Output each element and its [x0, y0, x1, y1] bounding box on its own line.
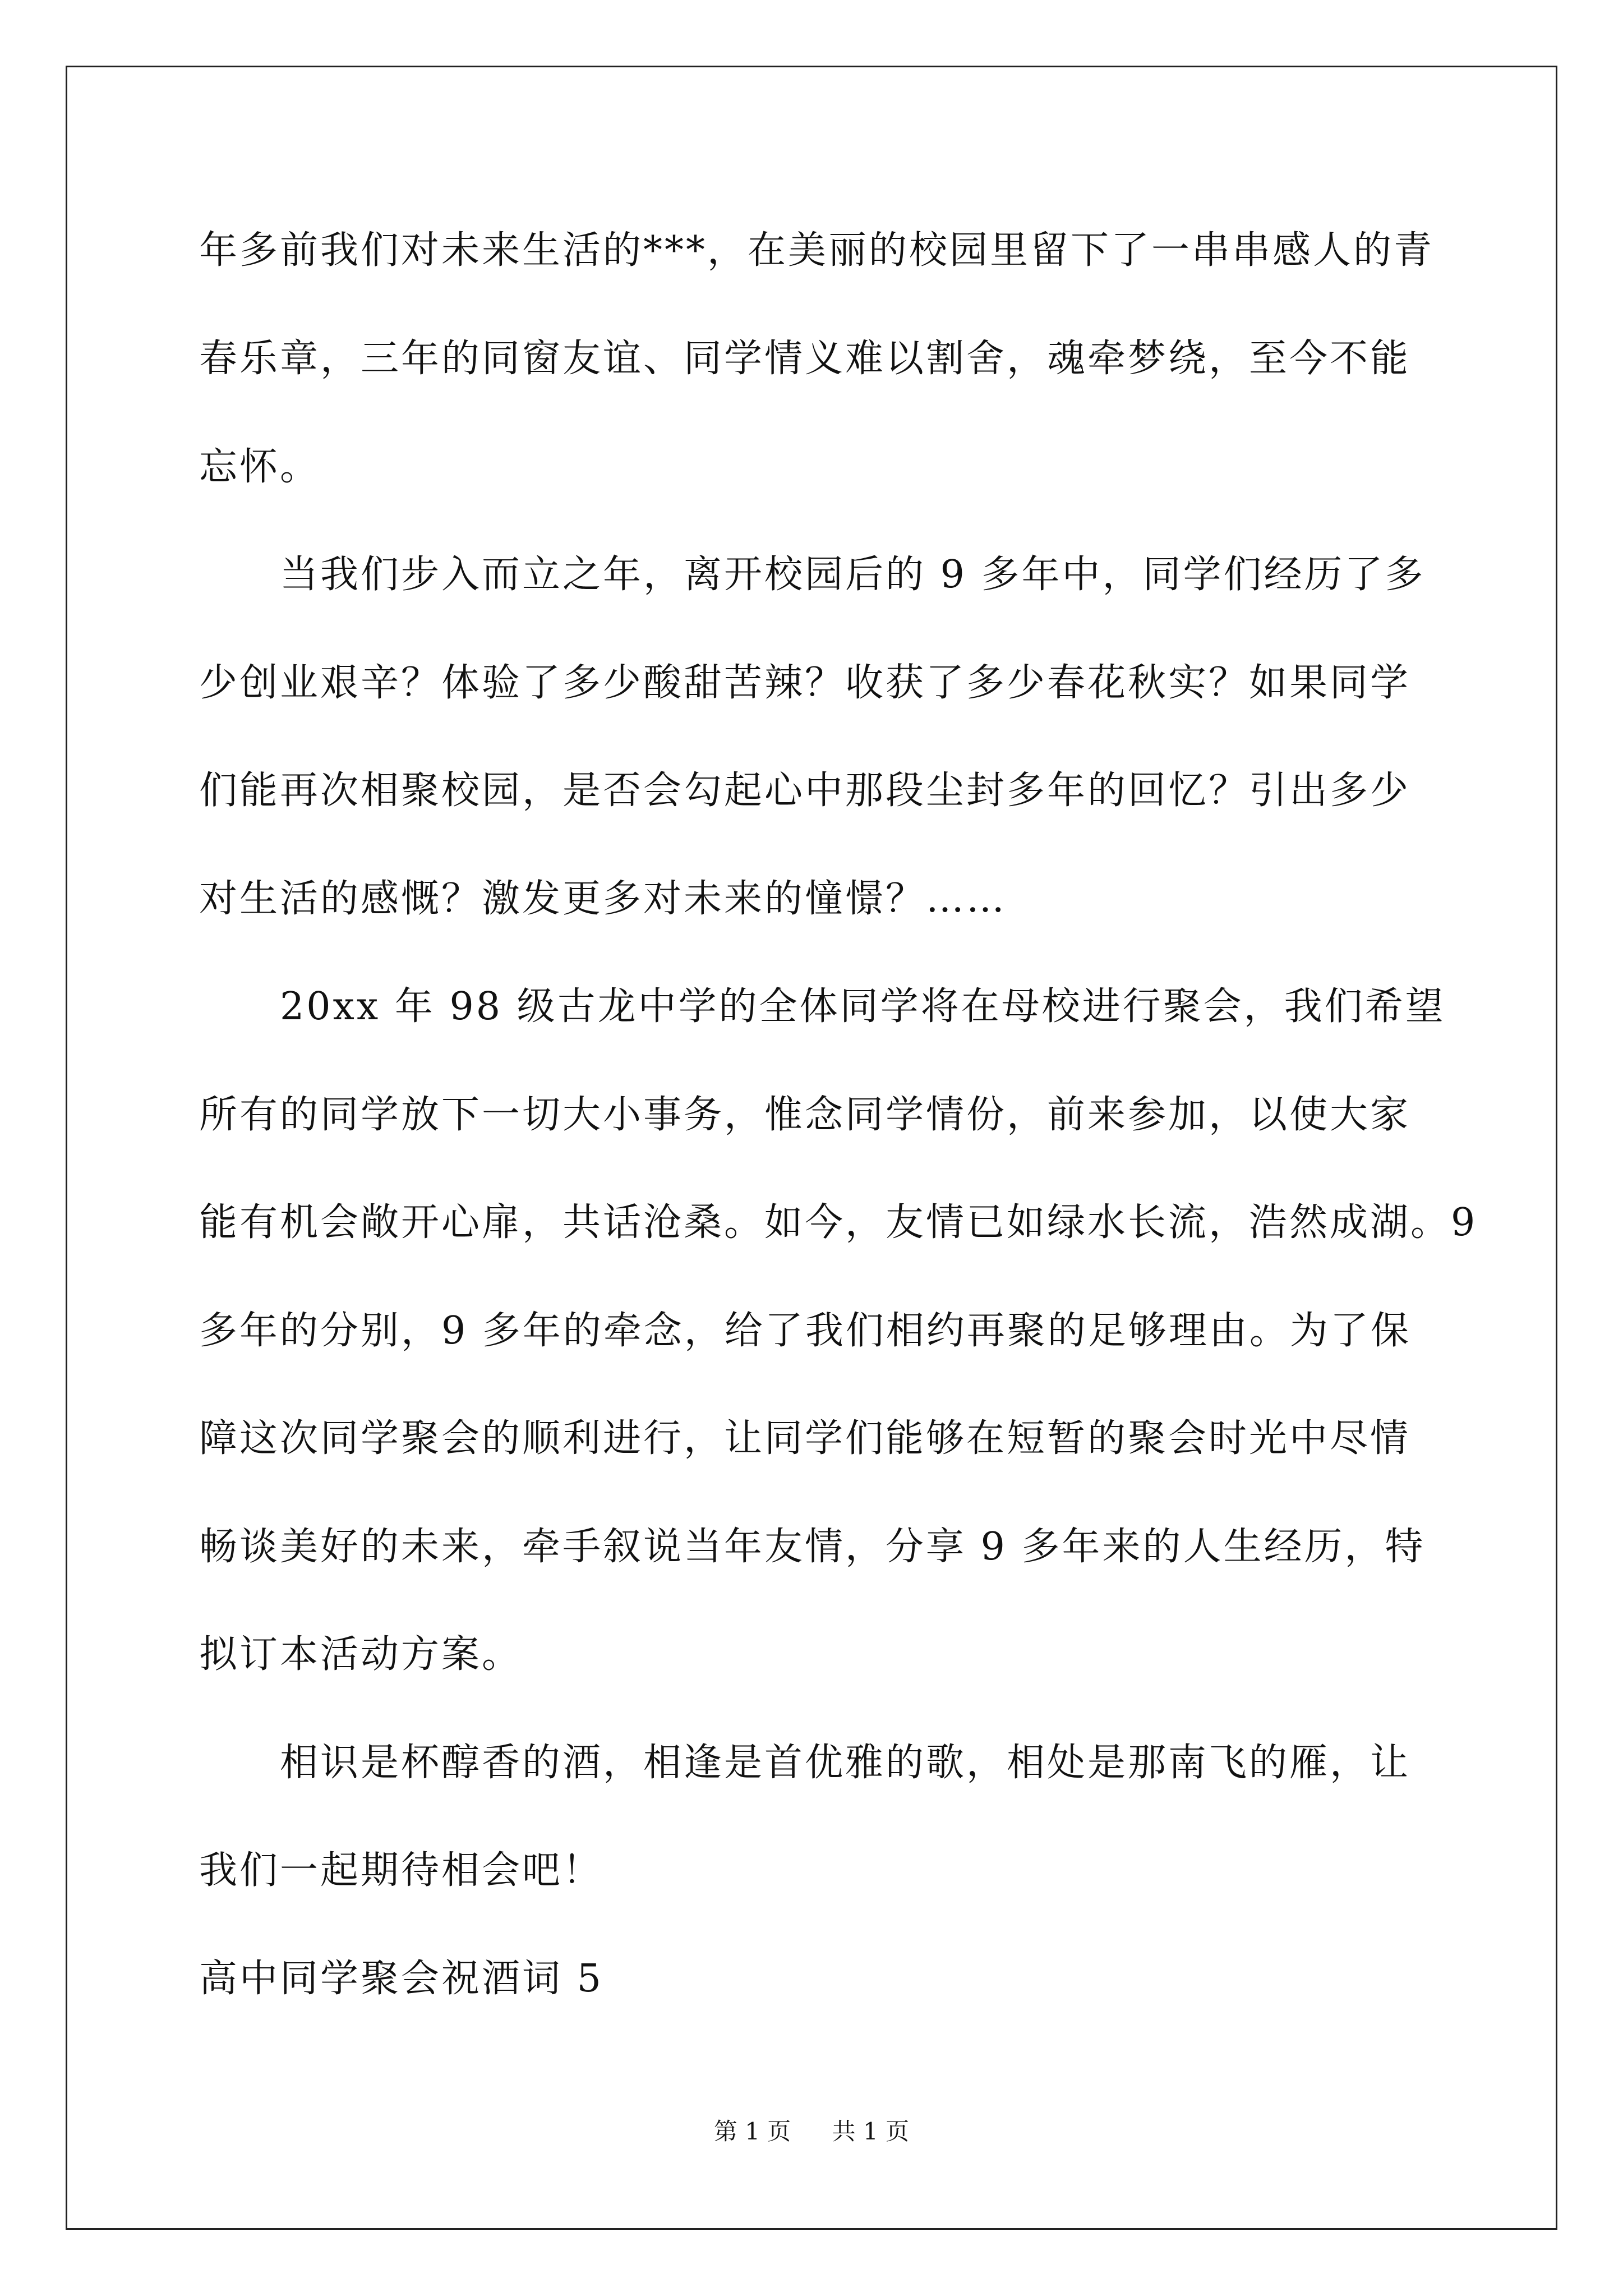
body-line: 所有的同学放下一切大小事务，惟念同学情份，前来参加，以使大家: [199, 1093, 1411, 1137]
body-line: 障这次同学聚会的顺利进行，让同学们能够在短暂的聚会时光中尽情: [199, 1416, 1411, 1461]
body-line: 春乐章，三年的同窗友谊、同学情义难以割舍，魂牵梦绕，至今不能: [199, 337, 1411, 381]
body-line: 少创业艰辛？体验了多少酸甜苦辣？收获了多少春花秋实？如果同学: [199, 661, 1411, 705]
page-frame: [66, 66, 1557, 2230]
page-number-current: 第 1 页: [713, 2118, 791, 2145]
body-line: 拟订本活动方案。: [199, 1632, 523, 1677]
body-line: 能有机会敞开心扉，共话沧桑。如今，友情已如绿水长流，浩然成湖。9: [199, 1200, 1478, 1245]
body-line: 当我们步入而立之年，离开校园后的 9 多年中，同学们经历了多: [199, 553, 1426, 597]
body-line: 们能再次相聚校园，是否会勾起心中那段尘封多年的回忆？引出多少: [199, 769, 1411, 813]
section-heading: 高中同学聚会祝酒词 5: [199, 1957, 603, 2001]
body-line: 年多前我们对未来生活的***，在美丽的校园里留下了一串串感人的青: [199, 228, 1435, 273]
page-number-total: 共 1 页: [832, 2118, 910, 2145]
body-line: 我们一起期待相会吧！: [199, 1848, 603, 1893]
body-line: 相识是杯醇香的酒，相逢是首优雅的歌，相处是那南飞的雁，让: [199, 1741, 1411, 1785]
body-line: 忘怀。: [199, 445, 321, 489]
body-line: 多年的分别，9 多年的牵念，给了我们相约再聚的足够理由。为了保: [199, 1309, 1411, 1353]
body-line: 畅谈美好的未来，牵手叙说当年友情，分享 9 多年来的人生经历，特: [199, 1525, 1426, 1569]
page-footer: [0, 2116, 1623, 2147]
body-line: 20xx 年 98 级古龙中学的全体同学将在母校进行聚会，我们希望: [199, 984, 1446, 1029]
body-line: 对生活的感慨？激发更多对未来的憧憬？……: [199, 877, 1007, 921]
